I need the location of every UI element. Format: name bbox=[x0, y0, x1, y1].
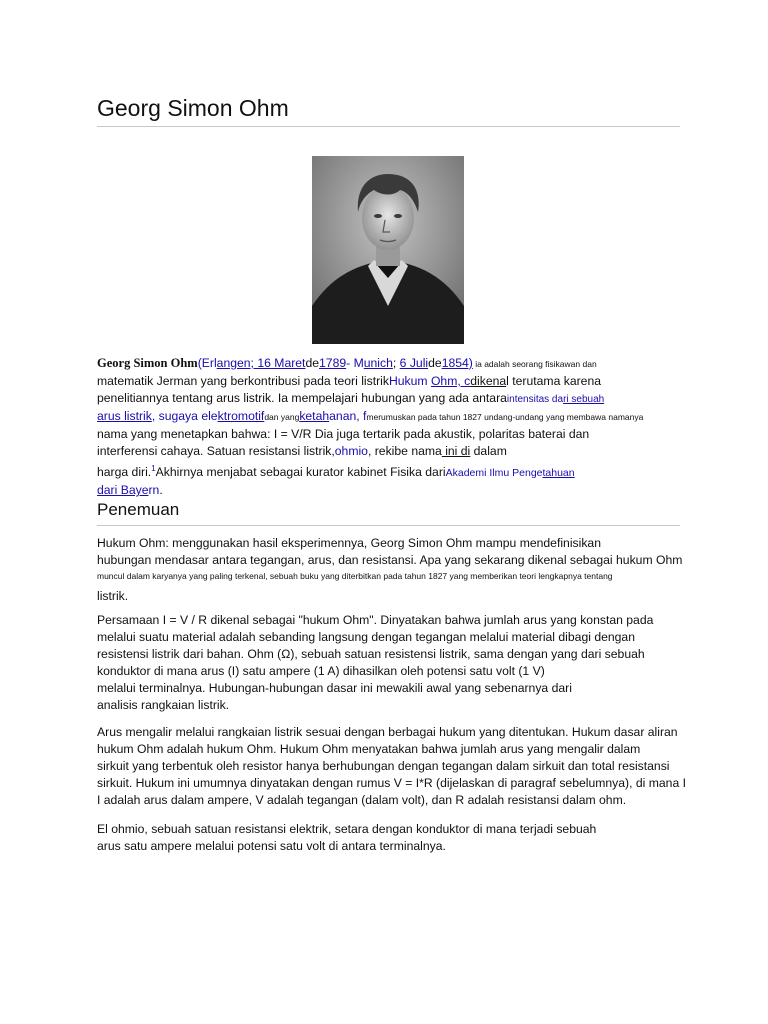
paragraph-line: hubungan mendasar antara tegangan, arus, dan resistansi. Apa yang sekarang dikenal sebagai hukum Ohm bbox=[97, 553, 683, 567]
paragraph-line: Persamaan I = V / R dikenal sebagai "hukum Ohm". Dinyatakan bahwa jumlah arus yang konstan pada bbox=[97, 613, 654, 627]
paragraph-line: muncul dalam karyanya yang paling terkenal, sebuah buku yang diterbitkan pada tahun 1827 yang memberikan teori lengkapnya tentang bbox=[97, 571, 613, 581]
paragraph-line: El ohmio, sebuah satuan resistansi elektrik, setara dengan konduktor di mana terjadi sebuah bbox=[97, 822, 597, 836]
text-fragment: matematik Jerman yang berkontribusi pada teori listrik bbox=[97, 374, 389, 388]
paragraph-line: arus satu ampere melalui potensi satu volt di antara terminalnya. bbox=[97, 839, 446, 853]
paragraph-line: listrik. bbox=[97, 589, 129, 603]
paragraph-line: resistensi listrik dari bahan. Ohm (Ω), sebuah satuan resistensi listrik, sama dengan yang dari sebuah bbox=[97, 647, 645, 661]
intensity-link-part[interactable]: ri sebuah bbox=[563, 394, 605, 405]
month-link[interactable]: Maret bbox=[270, 356, 306, 370]
ohms-law-link-part[interactable]: Ohm, c bbox=[430, 374, 471, 388]
resistance-link[interactable]: ketah bbox=[299, 409, 330, 423]
text-fragment: - M bbox=[346, 356, 364, 370]
text-fragment: ia adalah seorang fisikawan dan bbox=[472, 359, 597, 369]
paragraph-line: hukum Ohm adalah hukum Ohm. Hukum Ohm menyatakan bahwa jumlah arus yang mengalir dalam bbox=[97, 742, 641, 756]
paragraph-2 bbox=[97, 612, 691, 714]
portrait-illustration bbox=[312, 156, 464, 344]
text-fragment: de bbox=[428, 356, 442, 370]
text-fragment: , rekibe nama bbox=[367, 444, 442, 458]
text-fragment: dikena bbox=[470, 374, 507, 388]
resistance-link-part[interactable]: anan, f bbox=[329, 409, 367, 423]
birthplace-link[interactable]: (Erl bbox=[197, 356, 217, 370]
text-fragment: l terutama karena bbox=[506, 374, 601, 388]
text-fragment: Akhirnya menjabat sebagai kurator kabinet Fisika dari bbox=[155, 465, 446, 480]
ohms-law-link[interactable]: Hukum bbox=[388, 374, 431, 388]
text-fragment: penelitiannya tentang arus listrik. Ia mempelajari hubungan yang ada antara bbox=[97, 391, 507, 405]
paragraph-line: Arus mengalir melalui rangkaian listrik sesuai dengan berbagai hukum yang ditentukan. Hukum dasar aliran bbox=[97, 725, 678, 739]
paragraph-3 bbox=[97, 724, 691, 809]
paragraph-line: sirkuit yang terbentuk oleh resistor hanya berhubungan dengan tegangan dalam sirkuit dan total resistansi bbox=[97, 759, 670, 773]
paragraph-line: sirkuit. Hukum ini umumnya dinyatakan dengan rumus V = I*R (dijelaskan di paragraf sebelumnya), di mana I bbox=[97, 776, 687, 790]
footnote-link[interactable]: 1 bbox=[151, 464, 156, 473]
section-heading: Penemuan bbox=[97, 499, 680, 526]
text-fragment: ini di bbox=[441, 444, 471, 458]
article bbox=[97, 94, 691, 853]
paragraph-line: I adalah arus dalam ampere, V adalah tegangan (dalam volt), dan R adalah resistansi dalam ohm. bbox=[97, 793, 627, 807]
electromotive-link[interactable]: ktromotif bbox=[217, 409, 265, 423]
academy-link[interactable]: Akademi Ilmu Penge bbox=[445, 467, 543, 480]
intensity-link[interactable]: intensitas da bbox=[506, 394, 564, 405]
bavaria-link-part[interactable]: rn bbox=[148, 483, 160, 498]
text-fragment: ; bbox=[392, 356, 400, 370]
text-fragment: dan yang bbox=[264, 412, 300, 422]
intro-line: nama yang menetapkan bahwa: I = V/R Dia juga tertarik pada akustik, polaritas baterai dan bbox=[97, 427, 590, 441]
academy-link-part[interactable]: tahuan bbox=[542, 467, 575, 480]
paragraph-line: analisis rangkaian listrik. bbox=[97, 698, 230, 712]
intro-paragraph bbox=[97, 355, 691, 499]
text-fragment: , sugaya ele bbox=[151, 409, 218, 423]
paragraph-line: melalui terminalnya. Hubungan-hubungan dasar ini mewakili awal yang sebenarnya dari bbox=[97, 681, 572, 695]
paragraph-4 bbox=[97, 821, 691, 855]
paragraph-line: melalui suatu material adalah sebanding langsung dengan tegangan melalui material dibagi dengan bbox=[97, 630, 635, 644]
text-fragment: . bbox=[159, 483, 163, 498]
munich-link[interactable]: unich bbox=[363, 356, 393, 370]
birth-year-link[interactable]: 1789 bbox=[319, 356, 347, 370]
paragraph-1 bbox=[97, 535, 691, 605]
text-fragment: harga diri. bbox=[97, 465, 152, 480]
text-fragment: merumuskan pada tahun 1827 undang-undang yang membawa namanya bbox=[366, 412, 644, 422]
birth-date-link[interactable]: angen; 16 bbox=[216, 356, 271, 370]
electric-current-link[interactable]: arus listrik bbox=[97, 409, 152, 423]
paragraph-line: konduktor di mana arus (I) satu ampere (1 A) dihasilkan oleh potensi satu volt (1 V) bbox=[97, 664, 545, 678]
text-fragment: dalam bbox=[470, 444, 507, 458]
death-year-link[interactable]: 1854) bbox=[441, 356, 473, 370]
page-title: Georg Simon Ohm bbox=[97, 94, 680, 127]
portrait-image bbox=[312, 156, 464, 344]
paragraph-line: Hukum Ohm: menggunakan hasil eksperimennya, Georg Simon Ohm mampu mendefinisikan bbox=[97, 536, 601, 550]
text-fragment: interferensi cahaya. Satuan resistansi listrik, bbox=[97, 444, 335, 458]
ohm-unit-link[interactable]: ohmio bbox=[334, 444, 368, 458]
person-name: Georg Simon Ohm bbox=[97, 356, 198, 370]
text-fragment: de bbox=[305, 356, 320, 370]
death-date-link[interactable]: 6 Juli bbox=[399, 356, 429, 370]
bavaria-link[interactable]: dari Baye bbox=[97, 483, 149, 498]
